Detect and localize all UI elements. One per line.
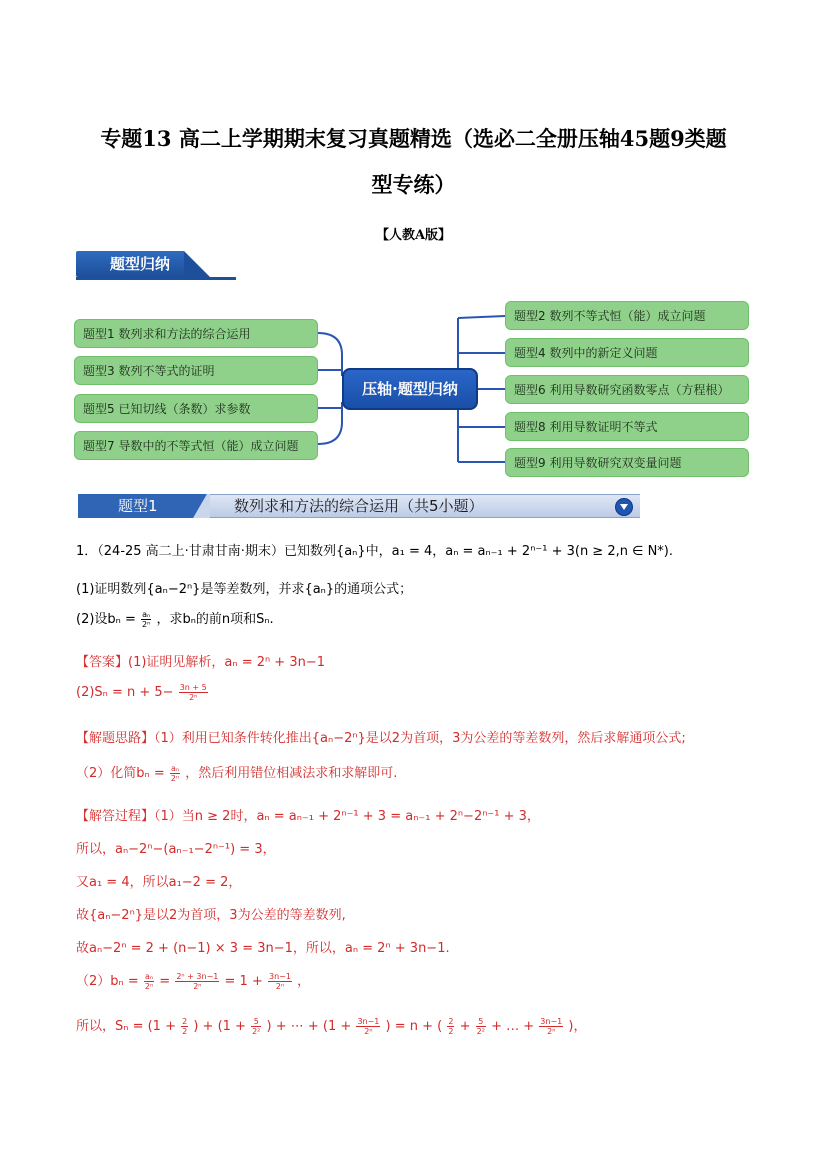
question-part-2 — [76, 608, 274, 629]
mindmap-right-2: 题型4 数列中的新定义问题 — [505, 338, 749, 367]
fraction-denominator: 2ⁿ — [142, 620, 151, 629]
fraction-denominator: 2ⁿ — [144, 982, 154, 991]
process-line-3: 又a₁ = 4，所以a₁−2 = 2， — [76, 875, 242, 890]
process-line-7 — [76, 1015, 586, 1036]
p7-f: )， — [568, 1019, 587, 1034]
q2-pre: (2)设bₙ = — [76, 612, 136, 627]
mindmap-left-1: 题型1 数列求和方法的综合运用 — [74, 319, 318, 348]
p6-post: ， — [297, 974, 311, 989]
p7-pre: 所以，Sₙ = (1 + — [76, 1019, 176, 1034]
p7-a: ) + (1 + — [193, 1019, 246, 1034]
fraction-denominator: 2 — [448, 1027, 454, 1036]
fraction-numerator: aₙ — [142, 610, 151, 619]
fraction-numerator: 3n−1 — [357, 1017, 380, 1026]
fraction-denominator: 2 — [182, 1027, 188, 1036]
question-part-1: (1)证明数列{aₙ−2ⁿ}是等差数列，并求{aₙ}的通项公式； — [76, 582, 413, 597]
fraction-numerator: aₙ — [170, 764, 180, 773]
fraction-numerator: 5 — [251, 1017, 261, 1027]
mindmap-right-3: 题型6 利用导数研究函数零点（方程根） — [505, 375, 749, 404]
q2-post: ，求bₙ的前n项和Sₙ. — [156, 612, 274, 627]
answer-line-1: 【答案】(1)证明见解析，aₙ = 2ⁿ + 3n−1 — [76, 655, 325, 670]
mindmap-left-2: 题型3 数列不等式的证明 — [74, 356, 318, 385]
p7-c: ) = n + ( — [385, 1019, 443, 1034]
process-line-2: 所以，aₙ−2ⁿ−(aₙ₋₁−2ⁿ⁻¹) = 3， — [76, 842, 276, 857]
fraction — [144, 972, 154, 991]
fraction — [170, 764, 180, 783]
idea-2-pre: （2）化简bₙ = — [76, 766, 165, 781]
p6-eq: = — [159, 974, 171, 989]
fraction-denominator: 2ⁿ — [193, 982, 202, 991]
fraction-numerator: aₙ — [144, 972, 154, 981]
process-line-5: 故aₙ−2ⁿ = 2 + (n−1) × 3 = 3n−1，所以，aₙ = 2ⁿ + 3n−1. — [76, 941, 450, 956]
fraction — [539, 1017, 563, 1036]
fraction — [179, 683, 208, 702]
fraction-denominator: 2ⁿ — [547, 1027, 556, 1036]
title-line-2: 型专练） — [371, 172, 456, 197]
fraction-numerator: 5 — [476, 1017, 486, 1027]
question-text: 1．（24-25 高二上·甘肃甘南·期末）已知数列{aₙ}中，a₁ = 4，aₙ = aₙ₋₁ + 2ⁿ⁻¹ + 3(n ≥ 2,n ∈ N*). — [76, 544, 673, 559]
mindmap-right-5: 题型9 利用导数研究双变量问题 — [505, 448, 749, 477]
section-tab: 题型归纳 — [76, 251, 184, 277]
fraction — [447, 1017, 454, 1036]
solution-idea-2 — [76, 762, 397, 783]
fraction-denominator: 2² — [476, 1027, 485, 1036]
mindmap-left-4: 题型7 导数中的不等式恒（能）成立问题 — [74, 431, 318, 460]
fraction-numerator: 3n−1 — [268, 972, 291, 981]
mindmap-right-1: 题型2 数列不等式恒（能）成立问题 — [505, 301, 749, 330]
mindmap-left-3: 题型5 已知切线（条数）求参数 — [74, 394, 318, 423]
fraction-numerator: 2 — [182, 1017, 188, 1026]
mindmap-center: 压轴·题型归纳 — [342, 368, 478, 410]
fraction-numerator: 3n−1 — [540, 1017, 563, 1026]
process-line-1: 【解答过程】（1）当n ≥ 2时，aₙ = aₙ₋₁ + 2ⁿ⁻¹ + 3 = aₙ₋₁ + 2ⁿ−2ⁿ⁻¹ + 3， — [76, 809, 540, 824]
fraction-denominator: 2ⁿ — [170, 774, 180, 783]
p7-d: + — [459, 1019, 471, 1034]
solution-idea-1: 【解题思路】（1）利用已知条件转化推出{aₙ−2ⁿ}是以2为首项，3为公差的等差数列，然后求解通项公式; — [76, 731, 686, 746]
fraction — [175, 972, 219, 991]
fraction-denominator: 2ⁿ — [364, 1027, 373, 1036]
answer-2-pre: (2)Sₙ = n + 5− — [76, 685, 174, 700]
fraction-denominator: 2ⁿ — [189, 693, 198, 702]
fraction-denominator: 2ⁿ — [275, 982, 285, 991]
mindmap-right-4: 题型8 利用导数证明不等式 — [505, 412, 749, 441]
fraction-numerator: 2ⁿ + 3n−1 — [176, 972, 219, 981]
fraction — [141, 610, 151, 629]
chevron-down-icon[interactable] — [615, 498, 633, 516]
fraction — [356, 1017, 380, 1036]
fraction — [181, 1017, 188, 1036]
p6-pre: （2）bₙ = — [76, 974, 139, 989]
process-line-6 — [76, 970, 310, 991]
title-line-1: 专题13 高二上学期期末复习真题精选（选必二全册压轴45题9类题 — [100, 126, 727, 151]
answer-line-2 — [76, 683, 209, 702]
type-title: 数列求和方法的综合运用（共5小题） — [210, 494, 640, 518]
idea-2-post: ，然后利用错位相减法求和求解即可. — [185, 766, 398, 781]
fraction — [251, 1017, 261, 1036]
fraction-numerator: 3n + 5 — [179, 683, 207, 692]
p7-b: ) + ⋯ + (1 + — [266, 1019, 352, 1034]
process-line-4: 故{aₙ−2ⁿ}是以2为首项，3为公差的等差数列, — [76, 908, 346, 923]
fraction — [476, 1017, 486, 1036]
p6-mid: = 1 + — [224, 974, 263, 989]
fraction-denominator: 2² — [252, 1027, 261, 1036]
edition-label: 【人教A版】 — [375, 228, 452, 243]
fraction-numerator: 2 — [448, 1017, 454, 1026]
p7-e: + … + — [491, 1019, 535, 1034]
type-label: 题型1 — [78, 494, 208, 518]
fraction — [268, 972, 292, 991]
